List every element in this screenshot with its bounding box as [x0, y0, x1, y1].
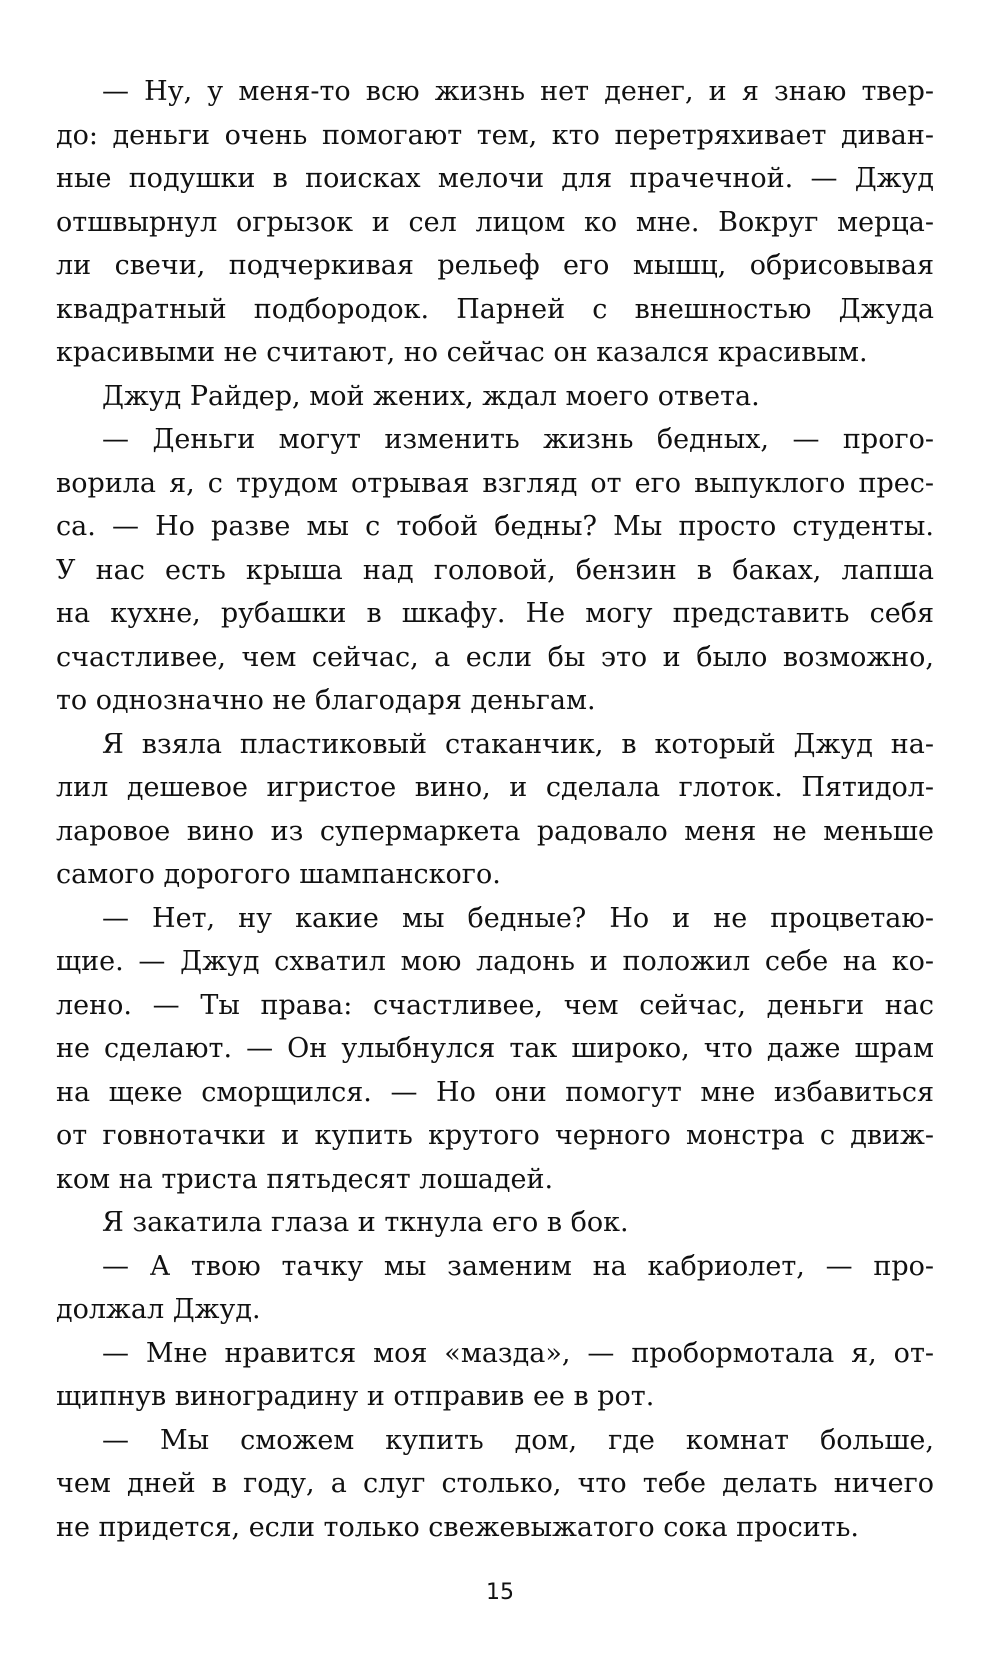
text-line: щипнув виноградину и отправив ее в рот.	[56, 1381, 655, 1412]
text-line: лил дешевое игристое вино, и сделала глоток. Пятидол-	[56, 772, 934, 803]
text-line: лено. — Ты права: счастливее, чем сейчас, деньги нас	[56, 989, 934, 1021]
text-line: до: деньги очень помогают тем, кто перетряхивает диван-	[56, 119, 934, 151]
text-line: — Нет, ну какие мы бедные? Но и не процветаю-	[102, 902, 934, 934]
text-line: — А твою тачку мы заменим на кабриолет, — про-	[102, 1250, 934, 1282]
text-line: щие. — Джуд схватил мою ладонь и положил себе на ко-	[56, 946, 934, 977]
text-line: не придется, если только свежевыжатого сока просить.	[56, 1511, 859, 1543]
text-line: на щеке сморщился. — Но они помогут мне избавиться	[56, 1076, 934, 1108]
text-line: чем дней в году, а слуг столько, что тебе делать ничего	[56, 1468, 934, 1499]
text-line: Джуд Райдер, мой жених, ждал моего ответа.	[102, 380, 760, 412]
text-line: са. — Но разве мы с тобой бедны? Мы просто студенты.	[56, 511, 934, 542]
text-line: — Деньги могут изменить жизнь бедных, — прого-	[102, 424, 934, 455]
text-line: отшвырнул огрызок и сел лицом ко мне. Вокруг мерца-	[56, 206, 934, 238]
text-line: самого дорогого шампанского.	[56, 859, 501, 890]
text-line: красивыми не считают, но сейчас он казался красивым.	[56, 337, 868, 368]
text-line: квадратный подбородок. Парней с внешностью Джуда	[56, 293, 934, 325]
text-line: счастливее, чем сейчас, а если бы это и было возможно,	[56, 641, 934, 673]
text-line: — Мне нравится моя «мазда», — пробормотала я, от-	[102, 1337, 934, 1369]
text-line: — Мы сможем купить дом, где комнат больше,	[102, 1424, 934, 1456]
body-text	[56, 70, 934, 1549]
text-line: ные подушки в поисках мелочи для прачечной. — Джуд	[56, 163, 934, 194]
text-line: от говнотачки и купить крутого черного монстра с движ-	[56, 1120, 934, 1151]
text-line: У нас есть крыша над головой, бензин в баках, лапша	[56, 554, 934, 586]
text-line: Я закатила глаза и ткнула его в бок.	[102, 1207, 629, 1238]
text-line: на кухне, рубашки в шкафу. Не могу представить себя	[56, 598, 934, 629]
text-line: Я взяла пластиковый стаканчик, в который Джуд на-	[102, 728, 934, 760]
text-line: должал Джуд.	[56, 1294, 261, 1325]
text-line: то однозначно не благодаря деньгам.	[56, 685, 596, 716]
text-line: ларовое вино из супермаркета радовало меня не меньше	[56, 815, 934, 847]
text-line: не сделают. — Он улыбнулся так широко, что даже шрам	[56, 1033, 934, 1064]
text-line: ли свечи, подчеркивая рельеф его мышц, обрисовывая	[56, 250, 934, 281]
text-line: — Ну, у меня-то всю жизнь нет денег, и я знаю твер-	[102, 76, 934, 107]
page-number: 15	[486, 1580, 514, 1605]
text-line: ком на триста пятьдесят лошадей.	[56, 1163, 554, 1195]
text-line: ворила я, с трудом отрывая взгляд от его выпуклого прес-	[56, 467, 934, 499]
